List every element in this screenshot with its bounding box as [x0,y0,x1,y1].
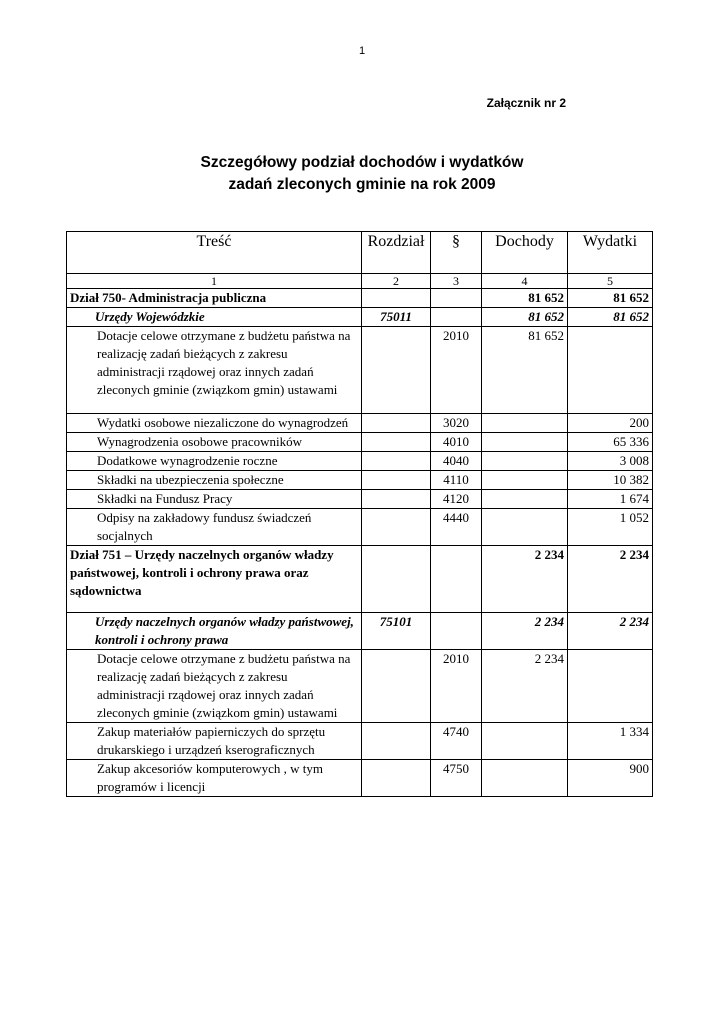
col-number: 2 [362,274,431,289]
row-wydatki: 1 674 [568,490,653,509]
section-dochody: 81 652 [482,289,568,308]
row-wydatki [568,327,653,414]
row-wydatki: 3 008 [568,452,653,471]
table-row [67,723,653,760]
row-dochody [482,433,568,452]
table-row [67,490,653,509]
subsection-wydatki: 81 652 [568,308,653,327]
attachment-label: Załącznik nr 2 [486,96,566,110]
row-paragraf: 2010 [431,327,482,414]
row-text: Zakup akcesoriów komputerowych , w tym programów i licencji [67,760,362,797]
budget-table [66,231,653,797]
header-paragraf: § [431,232,482,274]
row-dochody [482,509,568,546]
subsection-row-75101 [67,613,653,650]
row-dochody [482,414,568,433]
row-wydatki: 1 052 [568,509,653,546]
row-paragraf: 4120 [431,490,482,509]
subsection-row-75011 [67,308,653,327]
row-paragraf: 3020 [431,414,482,433]
header-wydatki: Wydatki [568,232,653,274]
row-text: Dotacje celowe otrzymane z budżetu państwa na realizację zadań bieżących z zakresu administracji rządowej oraz innych zadań zleconych gminie (związkom gmin) ustawami [67,327,362,414]
row-text: Dodatkowe wynagrodzenie roczne [67,452,362,471]
subsection-dochody: 2 234 [482,613,568,650]
row-dochody [482,452,568,471]
column-number-row [67,274,653,289]
title-line-2: zadań zleconych gminie na rok 2009 [228,176,496,193]
subsection-dochody: 81 652 [482,308,568,327]
col-number: 1 [67,274,362,289]
row-paragraf: 2010 [431,650,482,723]
document-title [0,152,724,196]
row-text: Dotacje celowe otrzymane z budżetu państwa na realizację zadań bieżących z zakresu administracji rządowej oraz innych zadań zleconych gminie (związkom gmin) ustawami [67,650,362,723]
table-row [67,471,653,490]
row-dochody [482,760,568,797]
table-row [67,327,653,414]
table-row [67,452,653,471]
section-wydatki: 2 234 [568,546,653,613]
row-text: Składki na Fundusz Pracy [67,490,362,509]
header-dochody: Dochody [482,232,568,274]
header-row [67,232,653,274]
col-number: 5 [568,274,653,289]
page-number: 1 [358,45,366,57]
table-row [67,414,653,433]
row-wydatki: 200 [568,414,653,433]
header-tresc: Treść [67,232,362,274]
subsection-rozdzial: 75011 [362,308,431,327]
subsection-name: Urzędy naczelnych organów władzy państwowej, kontroli i ochrony prawa [67,613,362,650]
row-text: Składki na ubezpieczenia społeczne [67,471,362,490]
row-paragraf: 4440 [431,509,482,546]
subsection-wydatki: 2 234 [568,613,653,650]
section-wydatki: 81 652 [568,289,653,308]
col-number: 4 [482,274,568,289]
row-dochody: 81 652 [482,327,568,414]
table-row [67,650,653,723]
row-paragraf: 4040 [431,452,482,471]
section-name: Dział 751 – Urzędy naczelnych organów władzy państwowej, kontroli i ochrony prawa oraz sądownictwa [67,546,362,613]
row-text: Odpisy na zakładowy fundusz świadczeń socjalnych [67,509,362,546]
section-dochody: 2 234 [482,546,568,613]
row-text: Wydatki osobowe niezaliczone do wynagrodzeń [67,414,362,433]
row-paragraf: 4750 [431,760,482,797]
row-wydatki: 900 [568,760,653,797]
subsection-rozdzial: 75101 [362,613,431,650]
row-paragraf: 4110 [431,471,482,490]
section-name: Dział 750- Administracja publiczna [67,289,362,308]
row-paragraf: 4010 [431,433,482,452]
row-dochody: 2 234 [482,650,568,723]
row-text: Wynagrodzenia osobowe pracowników [67,433,362,452]
row-wydatki [568,650,653,723]
table-row [67,760,653,797]
row-dochody [482,490,568,509]
title-line-1: Szczegółowy podział dochodów i wydatków [200,154,524,171]
subsection-name: Urzędy Wojewódzkie [67,308,362,327]
row-dochody [482,723,568,760]
section-row-750 [67,289,653,308]
row-wydatki: 65 336 [568,433,653,452]
header-rozdzial: Rozdział [362,232,431,274]
table-row [67,509,653,546]
col-number: 3 [431,274,482,289]
table-row [67,433,653,452]
section-row-751 [67,546,653,613]
row-wydatki: 10 382 [568,471,653,490]
row-dochody [482,471,568,490]
row-paragraf: 4740 [431,723,482,760]
row-text: Zakup materiałów papierniczych do sprzętu drukarskiego i urządzeń kserograficznych [67,723,362,760]
row-wydatki: 1 334 [568,723,653,760]
